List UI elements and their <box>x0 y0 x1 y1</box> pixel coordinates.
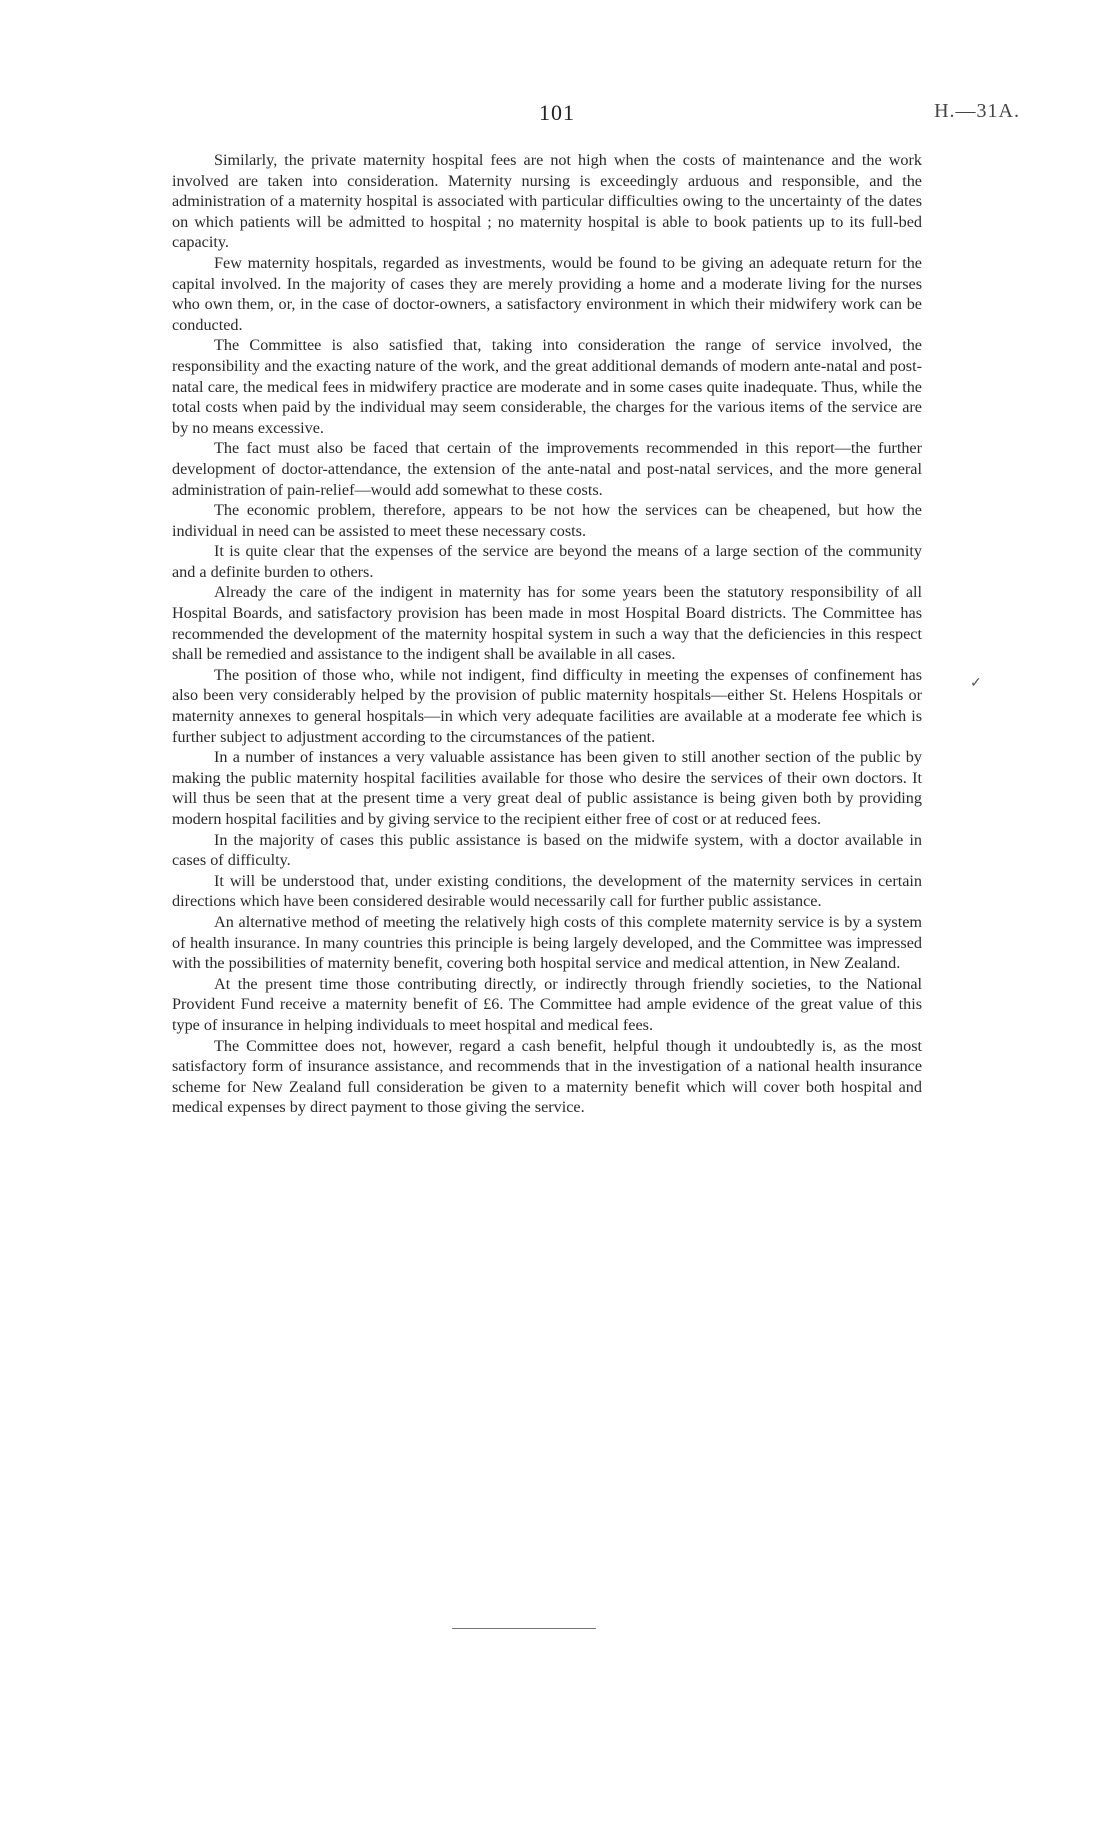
paragraph: Similarly, the private maternity hospital fees are not high when the costs of maintenance and the work involved are taken into consideration. Maternity nursing is exceedingly arduous and responsible, and the administration of a maternity hospital is associated with particular difficulties owing to the uncertainty of the dates on which patients will be admitted to hospital ; no maternity hospital is able to book patients up to its full-bed capacity. <box>172 151 922 252</box>
paragraph: The Committee does not, however, regard a cash benefit, helpful though it undoubtedly is, as the most satisfactory form of insurance assistance, and recommends that in the investigation of a national health insurance scheme for New Zealand full consideration be given to a maternity benefit which will cover both hospital and medical expenses by direct payment to those giving the service. <box>172 1036 922 1117</box>
paragraph: The Committee is also satisfied that, taking into consideration the range of service involved, the responsibility and the exacting nature of the work, and the great additional demands of modern ante-natal and post-natal care, the medical fees in midwifery practice are moderate and in some cases quite inadequate. Thus, while the total costs when paid by the individual may seem considerable, the charges for the various items of the service are by no means excessive. <box>172 336 922 437</box>
paragraph: Already the care of the indigent in maternity has for some years been the statutory responsibility of all Hospital Boards, and satisfactory provision has been made in most Hospital Board districts. The Committee has recommended the development of the maternity hospital system in such a way that the deficiencies in this respect shall be remedied and assistance to the indigent shall be available in all cases. <box>172 583 922 664</box>
paragraph: The fact must also be faced that certain of the improvements recommended in this report—the further development of doctor-attendance, the extension of the ante-natal and post-natal services, and the more general administration of pain-relief—would add somewhat to these costs. <box>172 439 922 499</box>
paragraph: In the majority of cases this public assistance is based on the midwife system, with a doctor available in cases of difficulty. <box>172 830 922 870</box>
end-rule-divider <box>452 1628 596 1629</box>
page-number: 101 <box>539 100 575 125</box>
page-reference: H.—31A. <box>934 100 1020 122</box>
paragraph: It will be understood that, under existing conditions, the development of the maternity services in certain directions which have been considered desirable would necessarily call for further public assistance. <box>172 871 922 911</box>
paragraph: It is quite clear that the expenses of the service are beyond the means of a large section of the community and a definite burden to others. <box>172 542 922 581</box>
paragraph: The position of those who, while not indigent, find difficulty in meeting the expenses of confinement has also been very considerably helped by the provision of public maternity hospitals—either St. Helens Hospitals or maternity annexes to general hospitals—in which very adequate facilities are available at a moderate fee which is further subject to adjustment according to the circumstances of the patient. <box>172 665 922 746</box>
body-text <box>172 150 922 1118</box>
margin-check-mark: ✓ <box>970 676 982 691</box>
paragraph: Few maternity hospitals, regarded as investments, would be found to be giving an adequate return for the capital involved. In the majority of cases they are merely providing a home and a moderate living for the nurses who own them, or, in the case of doctor-owners, a satisfactory environment in which their midwifery work can be conducted. <box>172 253 922 334</box>
paragraph: In a number of instances a very valuable assistance has been given to still another section of the public by making the public maternity hospital facilities available for those who desire the services of their own doctors. It will thus be seen that at the present time a very great deal of public assistance is being given both by providing modern hospital facilities and by giving service to the recipient either free of cost or at reduced fees. <box>172 748 922 828</box>
paragraph: An alternative method of meeting the relatively high costs of this complete maternity service is by a system of health insurance. In many countries this principle is being largely developed, and the Committee was impressed with the possibilities of maternity benefit, covering both hospital service and medical attention, in New Zealand. <box>172 912 922 973</box>
paragraph: At the present time those contributing directly, or indirectly through friendly societies, to the National Provident Fund receive a maternity benefit of £6. The Committee had ample evidence of the great value of this type of insurance in helping individuals to meet hospital and medical fees. <box>172 974 922 1034</box>
paragraph: The economic problem, therefore, appears to be not how the services can be cheapened, but how the individual in need can be assisted to meet these necessary costs. <box>172 501 922 540</box>
